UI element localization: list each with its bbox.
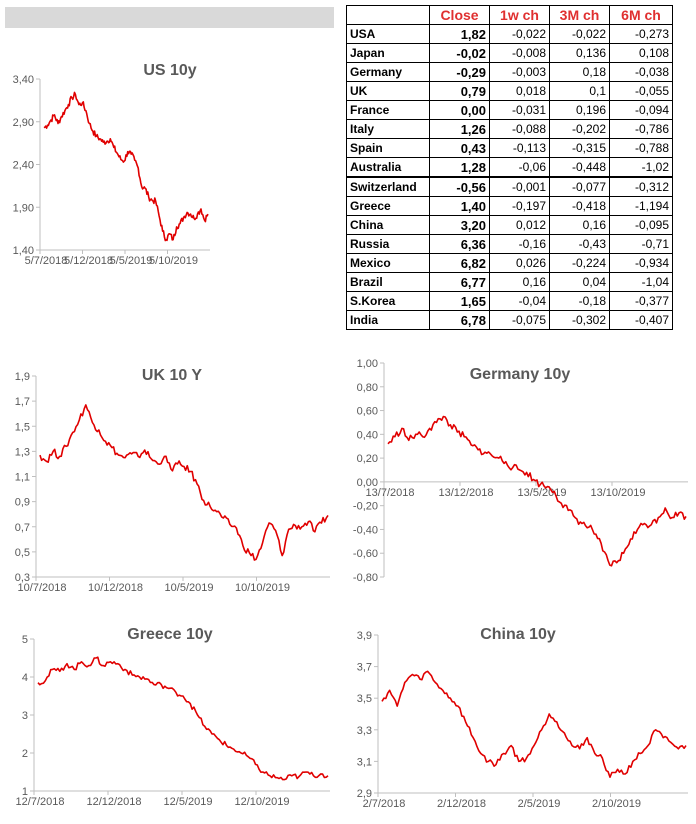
header-close: Close (430, 6, 490, 25)
change-1w-cell: -0,031 (490, 101, 550, 120)
x-tick-label: 10/5/2019 (164, 582, 214, 594)
change-3m-cell: 0,196 (550, 101, 610, 120)
change-3m-cell: 0,136 (550, 44, 610, 63)
y-tick-label: 2,90 (12, 116, 34, 129)
x-tick-label: 10/7/2018 (17, 582, 67, 594)
table-row (347, 101, 673, 120)
y-tick-label: 0,60 (356, 405, 378, 418)
change-6m-cell: -0,038 (610, 63, 673, 82)
change-6m-cell: -0,095 (610, 216, 673, 235)
germany-10y-chart (348, 355, 696, 595)
y-tick-label: 2,9 (356, 788, 372, 800)
y-tick-label: 0,20 (356, 453, 378, 466)
chart-title: Germany 10y (469, 366, 571, 383)
y-tick-label: 0,3 (14, 572, 30, 584)
x-tick-label: 13/10/2019 (590, 486, 646, 499)
chart-title: China 10y (480, 626, 556, 643)
country-cell: Germany (347, 63, 430, 82)
change-3m-cell: -0,077 (550, 177, 610, 197)
header-1w-ch: 1w ch (490, 6, 550, 25)
y-tick-label: 0,5 (14, 546, 30, 559)
y-tick-label: -0,20 (352, 500, 378, 513)
country-cell: USA (347, 25, 430, 44)
table-row (347, 197, 673, 216)
x-tick-label: 2/12/2018 (437, 798, 486, 810)
close-cell: 6,82 (430, 254, 490, 273)
change-1w-cell: -0,075 (490, 311, 550, 330)
table-row (347, 25, 673, 44)
x-tick-label: 5/7/2018 (24, 255, 68, 267)
country-cell: Switzerland (347, 177, 430, 197)
country-cell: India (347, 311, 430, 330)
close-cell: -0,29 (430, 63, 490, 82)
country-cell: China (347, 216, 430, 235)
y-tick-label: 1,5 (14, 421, 30, 434)
country-cell: Mexico (347, 254, 430, 273)
x-tick-label: 12/7/2018 (15, 796, 65, 808)
change-3m-cell: -0,302 (550, 311, 610, 330)
close-cell: 0,79 (430, 82, 490, 101)
close-cell: 0,43 (430, 139, 490, 158)
y-tick-label: -0,80 (352, 572, 378, 584)
series-line (382, 671, 686, 777)
change-6m-cell: -1,04 (610, 273, 673, 292)
change-1w-cell: -0,001 (490, 177, 550, 197)
table-row (347, 311, 673, 330)
country-cell: Italy (347, 120, 430, 139)
change-1w-cell: -0,16 (490, 235, 550, 254)
change-3m-cell: -0,202 (550, 120, 610, 139)
change-6m-cell: -0,273 (610, 25, 673, 44)
header-3m-ch: 3M ch (550, 6, 610, 25)
y-tick-label: 3,40 (12, 74, 34, 86)
china-10y-chart (348, 625, 696, 824)
change-1w-cell: 0,018 (490, 82, 550, 101)
close-cell: 0,00 (430, 101, 490, 120)
y-tick-label: 2,40 (12, 159, 34, 172)
x-tick-label: 13/5/2019 (517, 486, 567, 499)
close-cell: -0,02 (430, 44, 490, 63)
series-line (38, 657, 328, 779)
y-tick-label: 0,40 (356, 429, 378, 442)
y-tick-label: 1,7 (14, 396, 30, 409)
country-cell: Spain (347, 139, 430, 158)
x-tick-label: 12/12/2018 (86, 796, 142, 808)
y-tick-label: 3,1 (356, 756, 372, 769)
change-3m-cell: -0,18 (550, 292, 610, 311)
chart-title: US 10y (143, 62, 197, 79)
country-cell: France (347, 101, 430, 120)
x-tick-label: 5/12/2018 (64, 255, 113, 267)
x-tick-label: 10/12/2018 (87, 582, 144, 594)
change-6m-cell: -0,055 (610, 82, 673, 101)
table-row (347, 82, 673, 101)
change-6m-cell: -0,934 (610, 254, 673, 273)
change-6m-cell: -1,02 (610, 158, 673, 178)
x-tick-label: 13/12/2018 (438, 486, 494, 499)
change-1w-cell: -0,003 (490, 63, 550, 82)
x-tick-label: 2/10/2019 (592, 798, 641, 810)
change-3m-cell: -0,022 (550, 25, 610, 44)
y-tick-label: 0,00 (356, 476, 378, 489)
change-3m-cell: -0,418 (550, 197, 610, 216)
x-tick-label: 13/7/2018 (365, 486, 415, 499)
change-1w-cell: -0,088 (490, 120, 550, 139)
change-1w-cell: -0,04 (490, 292, 550, 311)
x-tick-label: 12/5/2019 (163, 796, 213, 808)
y-tick-label: 3,3 (356, 724, 372, 737)
y-tick-label: 1,90 (12, 202, 34, 215)
change-3m-cell: -0,224 (550, 254, 610, 273)
change-1w-cell: 0,012 (490, 216, 550, 235)
change-1w-cell: -0,022 (490, 25, 550, 44)
y-tick-label: 1,1 (14, 471, 30, 484)
table-row (347, 44, 673, 63)
y-tick-label: 1,00 (356, 358, 378, 370)
table-row (347, 292, 673, 311)
change-3m-cell: -0,43 (550, 235, 610, 254)
close-cell: 6,36 (430, 235, 490, 254)
close-cell: 1,82 (430, 25, 490, 44)
series-line (44, 92, 208, 240)
close-cell: 1,28 (430, 158, 490, 178)
change-1w-cell: -0,197 (490, 197, 550, 216)
close-cell: 1,26 (430, 120, 490, 139)
table-row (347, 139, 673, 158)
x-tick-label: 5/10/2019 (149, 255, 198, 267)
change-6m-cell: -0,377 (610, 292, 673, 311)
y-tick-label: -0,40 (352, 524, 378, 537)
country-cell: Greece (347, 197, 430, 216)
y-tick-label: 0,9 (14, 496, 30, 509)
y-tick-label: 3,5 (356, 693, 372, 706)
y-tick-label: 1 (21, 786, 28, 798)
change-1w-cell: -0,113 (490, 139, 550, 158)
header-band (5, 7, 334, 28)
change-3m-cell: -0,315 (550, 139, 610, 158)
y-tick-label: 2 (21, 748, 28, 760)
header-6m-ch: 6M ch (610, 6, 673, 25)
table-row (347, 158, 673, 178)
y-tick-label: 3,9 (356, 630, 372, 642)
table-header-row (347, 6, 673, 25)
y-tick-label: 1,3 (14, 446, 30, 459)
change-6m-cell: 0,108 (610, 44, 673, 63)
x-tick-label: 2/7/2018 (362, 798, 406, 810)
close-cell: 1,65 (430, 292, 490, 311)
change-6m-cell: -0,312 (610, 177, 673, 197)
x-tick-label: 5/5/2019 (109, 255, 153, 267)
country-cell: Brazil (347, 273, 430, 292)
chart-title: UK 10 Y (141, 367, 203, 384)
x-tick-label: 2/5/2019 (517, 798, 561, 810)
change-1w-cell: 0,16 (490, 273, 550, 292)
y-tick-label: 0,80 (356, 381, 378, 394)
table-row (347, 254, 673, 273)
close-cell: 1,40 (430, 197, 490, 216)
change-6m-cell: -0,094 (610, 101, 673, 120)
y-tick-label: 3,7 (356, 661, 372, 674)
y-tick-label: 3 (21, 710, 28, 722)
country-cell: Russia (347, 235, 430, 254)
table-row (347, 235, 673, 254)
change-1w-cell: -0,008 (490, 44, 550, 63)
change-3m-cell: 0,04 (550, 273, 610, 292)
country-cell: Australia (347, 158, 430, 178)
change-6m-cell: -0,71 (610, 235, 673, 254)
header-cell-blank (347, 6, 430, 25)
change-6m-cell: -0,407 (610, 311, 673, 330)
country-cell: Japan (347, 44, 430, 63)
y-tick-label: 1,9 (14, 371, 30, 383)
x-tick-label: 12/10/2019 (234, 796, 290, 808)
table-row (347, 273, 673, 292)
table-row (347, 177, 673, 197)
y-tick-label: 4 (21, 672, 28, 684)
table-row (347, 120, 673, 139)
change-6m-cell: -1,194 (610, 197, 673, 216)
change-3m-cell: -0,448 (550, 158, 610, 178)
change-6m-cell: -0,786 (610, 120, 673, 139)
series-line (40, 405, 328, 560)
y-tick-label: -0,60 (352, 548, 378, 561)
y-tick-label: 1,40 (12, 245, 34, 257)
chart-title: Greece 10y (127, 626, 213, 643)
change-3m-cell: 0,1 (550, 82, 610, 101)
y-tick-label: 0,7 (14, 521, 30, 534)
country-cell: UK (347, 82, 430, 101)
change-1w-cell: -0,06 (490, 158, 550, 178)
greece-10y-chart (0, 625, 340, 824)
y-tick-label: 5 (21, 634, 28, 646)
bond-yields-table (346, 5, 673, 330)
change-1w-cell: 0,026 (490, 254, 550, 273)
change-6m-cell: -0,788 (610, 139, 673, 158)
table-row (347, 63, 673, 82)
close-cell: 6,78 (430, 311, 490, 330)
close-cell: -0,56 (430, 177, 490, 197)
uk-10y-chart (0, 362, 340, 602)
us-10y-chart (0, 55, 340, 275)
table-row (347, 216, 673, 235)
close-cell: 6,77 (430, 273, 490, 292)
change-3m-cell: 0,16 (550, 216, 610, 235)
x-tick-label: 10/10/2019 (234, 582, 291, 594)
change-3m-cell: 0,18 (550, 63, 610, 82)
country-cell: S.Korea (347, 292, 430, 311)
close-cell: 3,20 (430, 216, 490, 235)
